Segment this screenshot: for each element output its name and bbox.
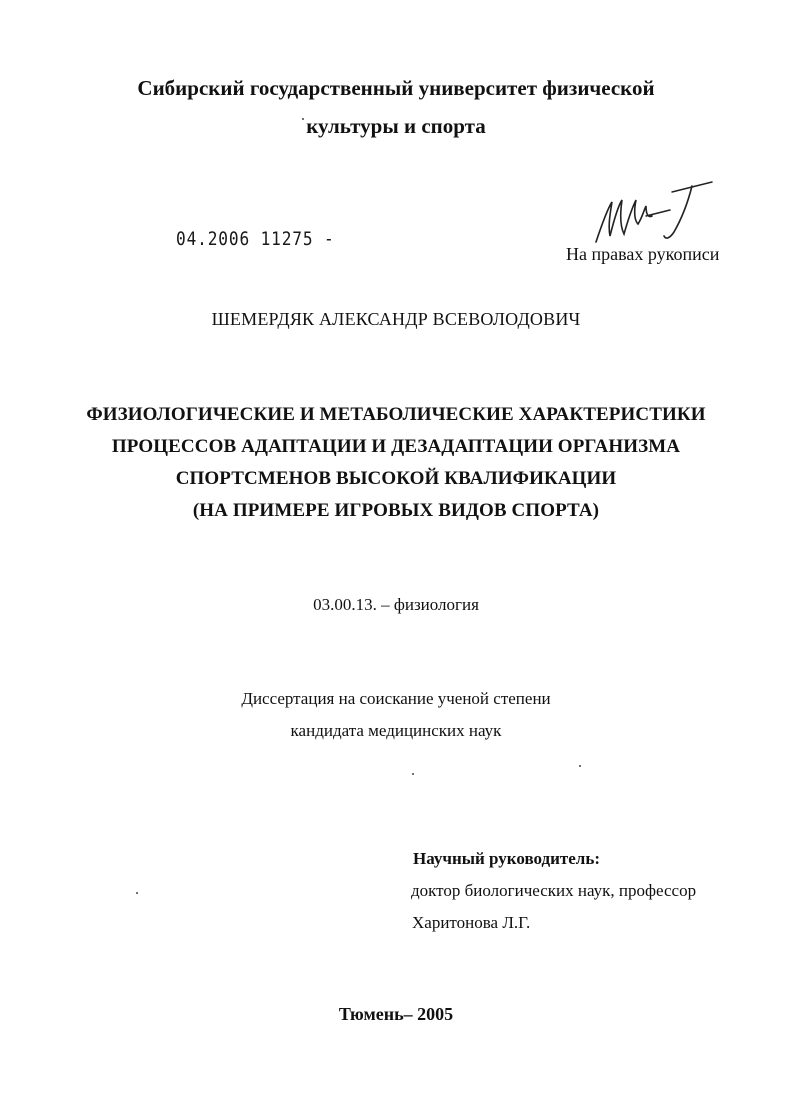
institution-name-line2: культуры и спорта	[306, 114, 486, 138]
city-year: Тюмень– 2005	[338, 1004, 454, 1024]
scan-speck	[579, 765, 581, 767]
degree-line1: Диссертация на соискание ученой степени	[241, 689, 551, 708]
dissertation-title-line4: (НА ПРИМЕРЕ ИГРОВЫХ ВИДОВ СПОРТА)	[192, 500, 600, 521]
supervisor-name: Харитонова Л.Г.	[412, 913, 531, 932]
scan-speck	[412, 773, 414, 775]
specialty-code: 03.00.13. – физиология	[313, 595, 479, 614]
dissertation-title-line1: ФИЗИОЛОГИЧЕСКИЕ И МЕТАБОЛИЧЕСКИЕ ХАРАКТЕРИСТИКИ	[86, 404, 706, 425]
institution-name-line1: Сибирский государственный университет физической	[137, 76, 655, 100]
scan-speck	[302, 118, 304, 120]
dissertation-title-line2: ПРОЦЕССОВ АДАПТАЦИИ И ДЕЗАДАПТАЦИИ ОРГАНИЗМА	[111, 436, 681, 457]
supervisor-degree: доктор биологических наук, профессор	[411, 881, 697, 900]
supervisor-heading: Научный руководитель:	[413, 849, 600, 868]
dissertation-title-line3: СПОРТСМЕНОВ ВЫСОКОЙ КВАЛИФИКАЦИИ	[175, 468, 617, 489]
scan-speck	[136, 892, 138, 894]
archive-stamp-number: 04.2006 11275 -	[176, 228, 335, 250]
author-name: ШЕМЕРДЯК АЛЕКСАНДР ВСЕВОЛОДОВИЧ	[211, 309, 581, 329]
manuscript-rights-label: На правах рукописи	[566, 244, 720, 264]
signature-icon	[588, 180, 718, 250]
degree-line2: кандидата медицинских наук	[290, 721, 502, 740]
